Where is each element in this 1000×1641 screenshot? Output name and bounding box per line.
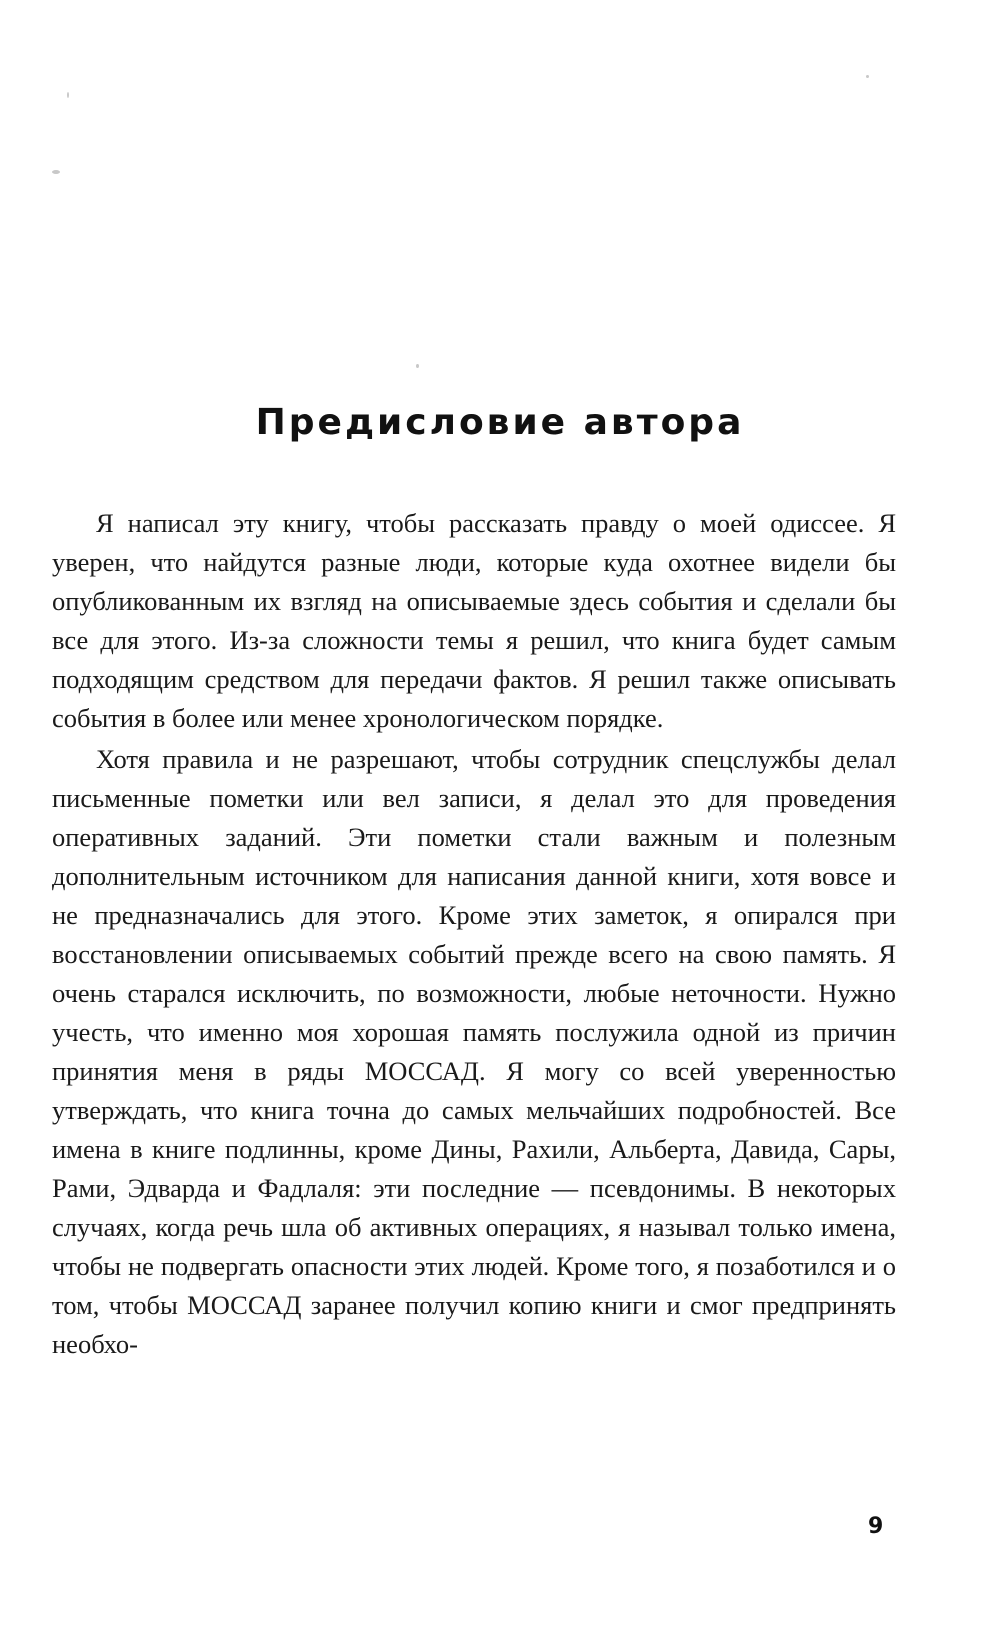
paragraph: Я написал эту книгу, чтобы рассказать правду о моей одиссее. Я уверен, что найдутся разные люди, которые куда охотнее видели бы опубликованным их взгляд на описываемые здесь события и сделали бы все для этого. Из-за сложности темы я решил, что книга будет самым подходящим средством для передачи фактов. Я решил также описывать события в более или менее хронологическом порядке. — [52, 508, 896, 733]
scan-speck — [416, 364, 419, 368]
scan-speck — [866, 75, 869, 78]
body-text — [52, 504, 896, 1366]
chapter-title: Предисловие автора — [255, 402, 745, 443]
scan-speck — [52, 170, 60, 174]
paragraph: Хотя правила и не разрешают, чтобы сотрудник спецслужбы делал письменные пометки или вел записи, я делал это для проведения оперативных заданий. Эти пометки стали важным и полезным дополнительным источником для написания данной книги, хотя вовсе и не предназначались для этого. Кроме этих заметок, я опирался при восстановлении описываемых событий прежде всего на свою память. Я очень старался исключить, по возможности, любые неточности. Нужно учесть, что именно моя хорошая память послужила одной из причин принятия меня в ряды МОССАД. Я могу со всей уверенностью утверждать, что книга точна до самых мельчайших подробностей. Все имена в книге подлинны, кроме Дины, Рахили, Альберта, Давида, Сары, Рами, Эдварда и Фадлаля: эти последние — псевдонимы. В некоторых случаях, когда речь шла об активных операциях, я называл только имена, чтобы не подвергать опасности этих людей. Кроме того, я позаботился и о том, чтобы МОССАД заранее получил копию книги и смог предпринять необхо- — [52, 744, 896, 1359]
scan-speck — [67, 92, 69, 98]
page-number: 9 — [868, 1514, 884, 1539]
